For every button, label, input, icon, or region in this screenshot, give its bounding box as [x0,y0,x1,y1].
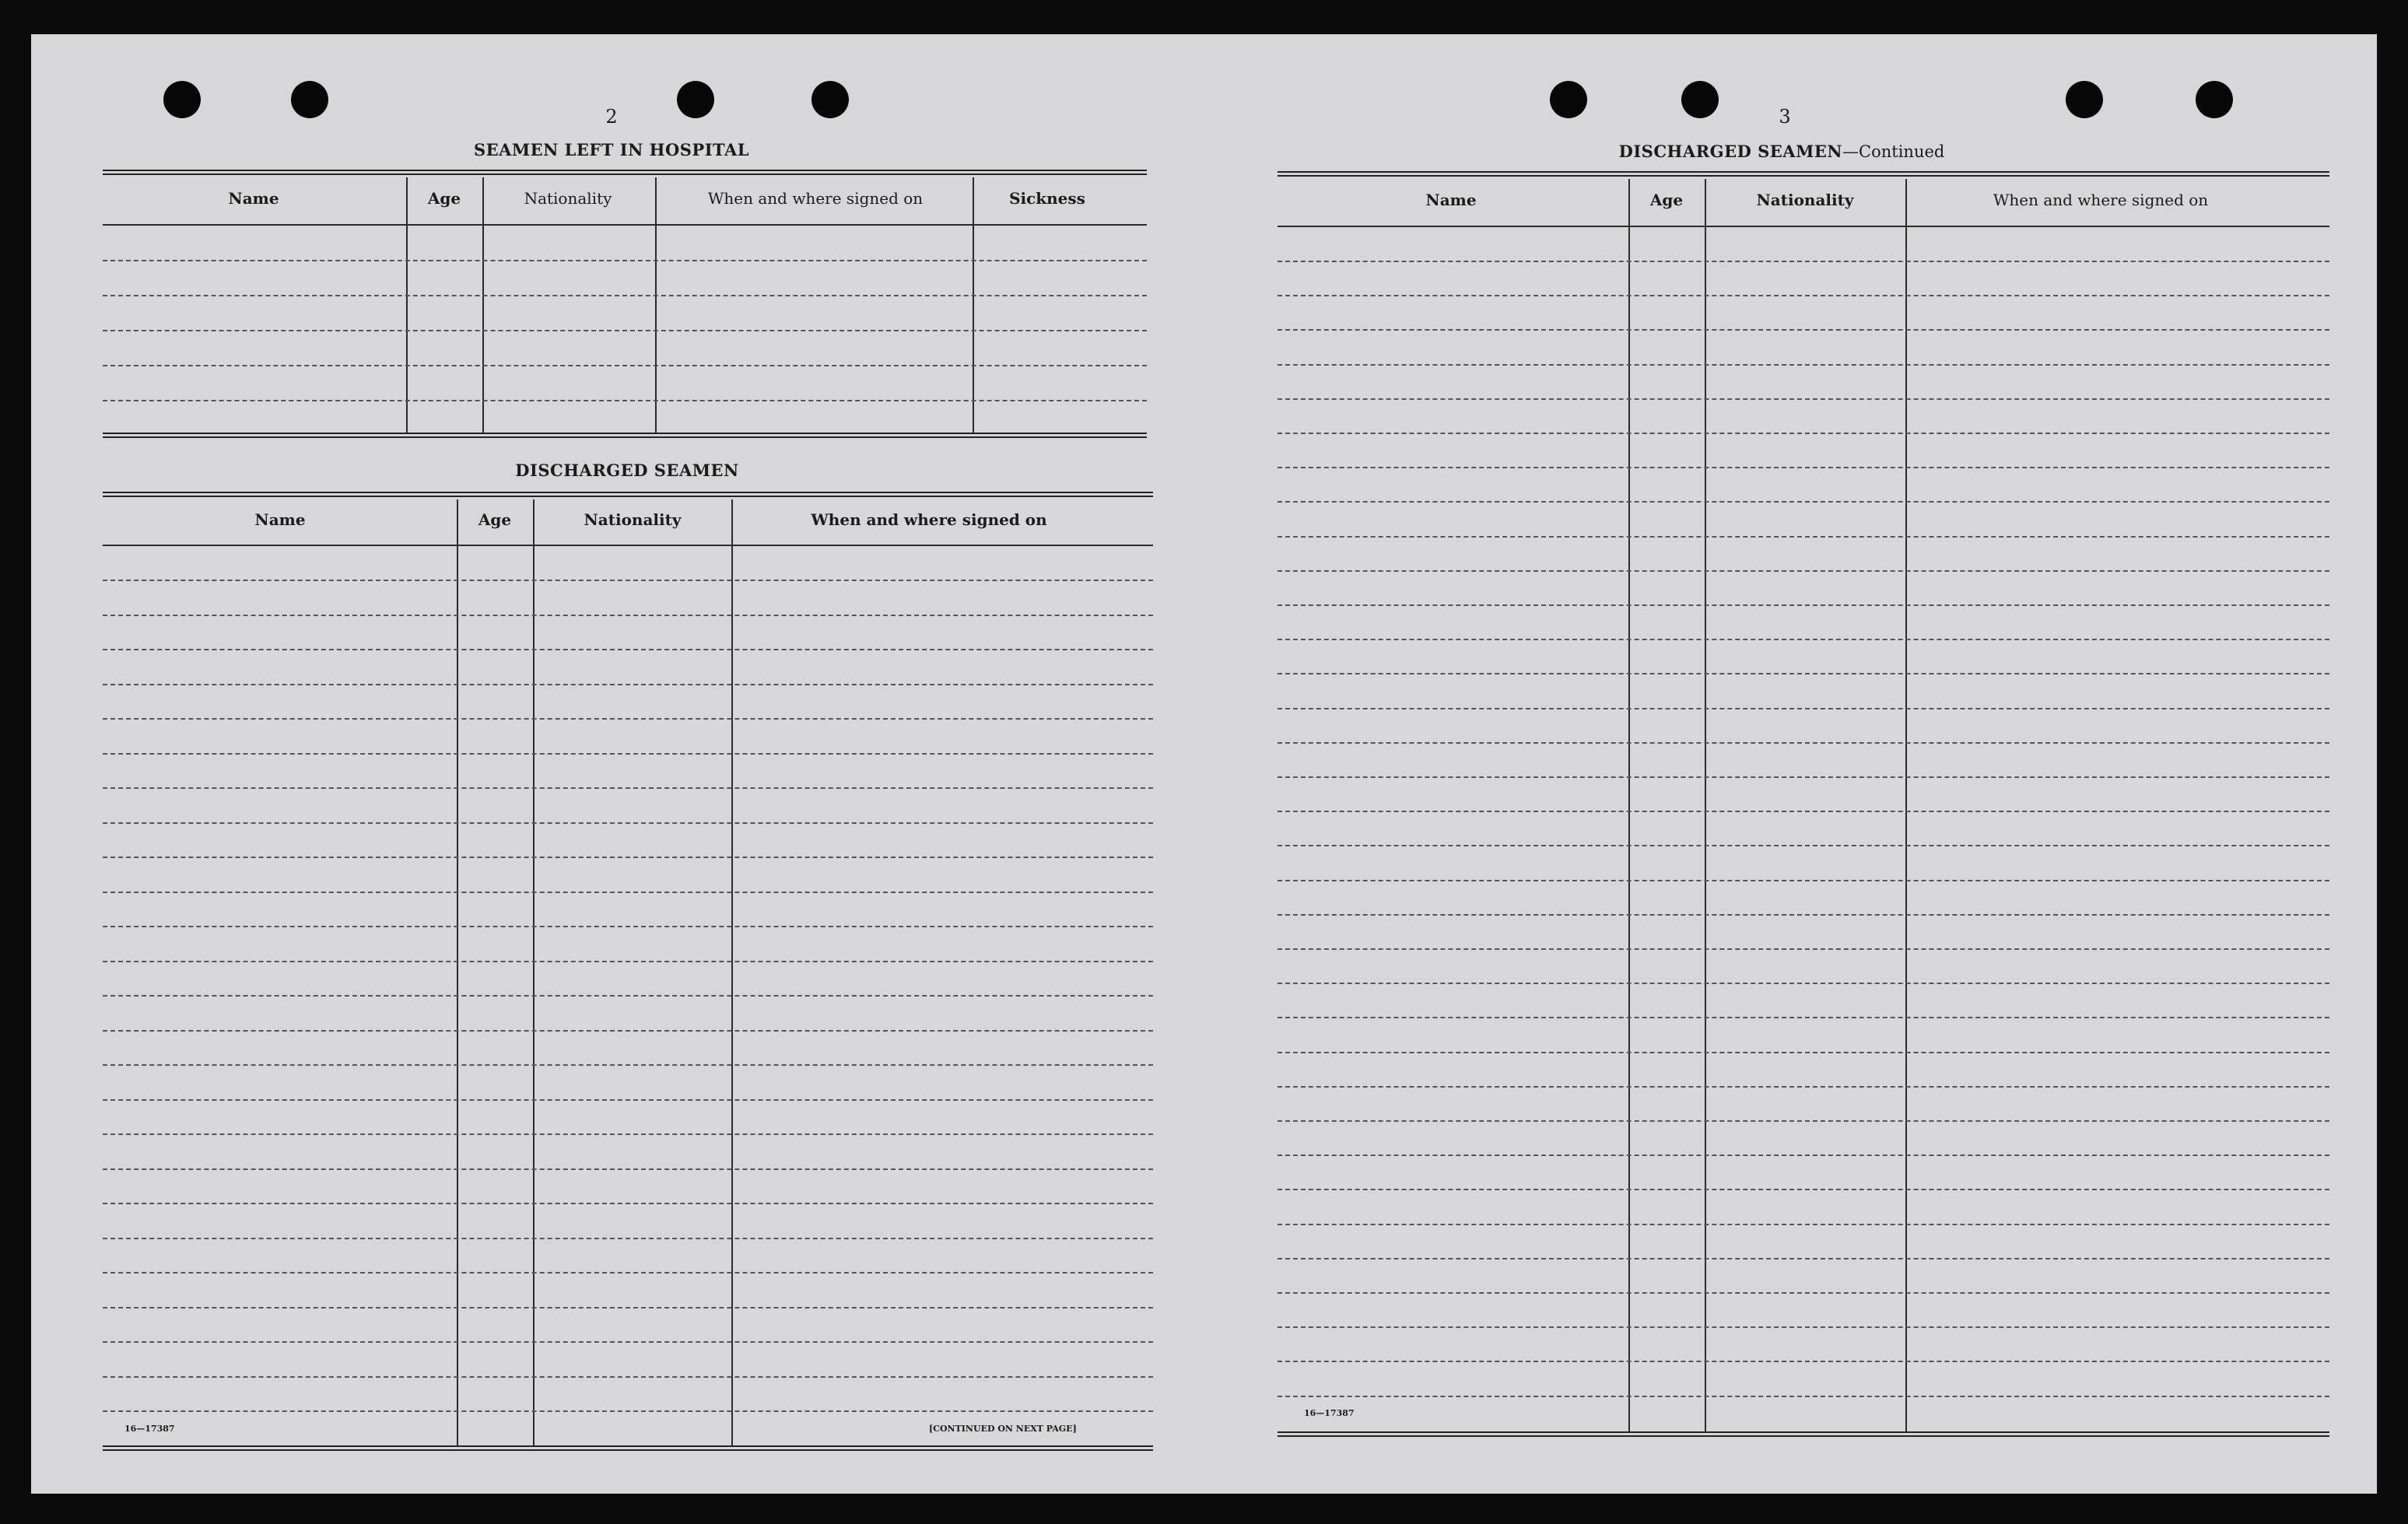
table-row-line [103,580,1153,581]
table-row-line [1278,811,2329,812]
table-row-line [103,1272,1153,1274]
table-row-line [1278,742,2329,744]
table-row-line [1278,364,2329,366]
table-bottom-rule [103,433,1147,438]
column-divider [1705,179,1706,1433]
column-divider [655,177,657,434]
table-row-line [1278,329,2329,331]
column-header-signed-on: When and where signed on [707,189,924,208]
column-header-age: Age [427,189,461,208]
table-row-line [1278,1396,2329,1397]
table-row-line [1278,570,2329,572]
table-row-line [1278,639,2329,640]
table-row-line [103,615,1153,616]
section-title-main: DISCHARGED SEAMEN [1618,142,1843,161]
table-row-line [103,330,1147,331]
column-header-signed-on: When and where signed on [1993,191,2209,209]
column-header-name: Name [1425,191,1477,209]
table-row-line [103,787,1153,789]
table-row-line [103,1238,1153,1239]
table-row-line [1278,604,2329,606]
form-number: 16—17387 [124,1424,175,1434]
header-bottom-rule [103,224,1147,226]
table-row-line [1278,1086,2329,1088]
column-header-nationality: Nationality [584,510,682,529]
column-divider [533,499,535,1447]
table-row-line [1278,261,2329,262]
form-sheet [31,34,2377,1494]
column-divider [1905,179,1907,1433]
table-row-line [1278,433,2329,434]
table-row-line [1278,776,2329,778]
punch-hole [2196,81,2233,118]
form-number: 16—17387 [1304,1408,1355,1418]
table-row-line [103,1099,1153,1101]
table-row-line [103,649,1153,650]
column-header-nationality: Nationality [1756,191,1854,209]
punch-hole [677,81,714,118]
table-row-line [1278,983,2329,984]
punch-hole [1550,81,1587,118]
table-top-rule [103,170,1147,175]
table-row-line [1278,914,2329,916]
table-row-line [1278,1154,2329,1156]
table-row-line [103,926,1153,927]
table-row-line [103,718,1153,720]
table-row-line [103,857,1153,858]
table-row-line [103,1203,1153,1204]
column-header-name: Name [228,189,279,208]
table-row-line [1278,536,2329,538]
punch-hole [163,81,201,118]
table-top-rule [1278,171,2329,177]
table-row-line [1278,1224,2329,1225]
section-title-discharged-continued [1619,142,1945,161]
column-divider [406,177,408,434]
table-row-line [1278,1017,2329,1018]
column-header-nationality: Nationality [524,189,612,208]
column-divider [457,499,458,1447]
table-row-line [103,295,1147,296]
table-row-line [103,892,1153,893]
table-row-line [1278,1292,2329,1294]
table-row-line [103,684,1153,685]
table-row-line [1278,467,2329,468]
section-title-suffix: —Continued [1842,142,1945,161]
section-title-hospital: SEAMEN LEFT IN HOSPITAL [473,140,750,159]
table-row-line [103,1307,1153,1309]
table-row-line [1278,880,2329,881]
column-header-age: Age [1649,191,1684,209]
table-row-line [1278,1052,2329,1053]
table-row-line [103,260,1147,261]
table-row-line [1278,501,2329,503]
table-row-line [1278,1120,2329,1122]
table-row-line [1278,708,2329,709]
table-row-line [103,995,1153,997]
table-row-line [1278,1258,2329,1259]
column-divider [731,499,733,1447]
table-row-line [1278,398,2329,400]
table-row-line [103,1030,1153,1032]
table-row-line [103,1376,1153,1378]
column-divider [1628,179,1630,1433]
table-row-line [1278,295,2329,296]
page-number: 3 [1779,106,1791,128]
table-row-line [103,961,1153,962]
column-header-age: Age [478,510,512,529]
table-row-line [103,1064,1153,1066]
table-bottom-rule [103,1445,1153,1451]
table-top-rule [103,492,1153,497]
column-header-signed-on: When and where signed on [811,510,1047,529]
table-row-line [103,822,1153,824]
table-row-line [103,400,1147,401]
section-title-discharged: DISCHARGED SEAMEN [515,461,739,480]
table-row-line [103,1133,1153,1135]
column-header-name: Name [254,510,306,529]
page-number: 2 [605,106,618,128]
continued-note: [CONTINUED ON NEXT PAGE] [929,1424,1077,1434]
column-divider [973,177,974,434]
table-row-line [1278,1326,2329,1328]
column-divider [482,177,484,434]
table-row-line [103,753,1153,755]
header-bottom-rule [103,545,1153,546]
table-row-line [1278,845,2329,846]
punch-hole [291,81,328,118]
table-row-line [103,1168,1153,1170]
column-header-sickness: Sickness [1009,189,1085,208]
table-row-line [103,1410,1153,1412]
table-row-line [103,1341,1153,1343]
header-bottom-rule [1278,226,2329,227]
table-row-line [1278,673,2329,674]
table-row-line [103,365,1147,366]
table-row-line [1278,1189,2329,1190]
table-bottom-rule [1278,1431,2329,1437]
punch-hole [811,81,849,118]
punch-hole [2066,81,2103,118]
punch-hole [1681,81,1719,118]
table-row-line [1278,948,2329,950]
table-row-line [1278,1361,2329,1362]
